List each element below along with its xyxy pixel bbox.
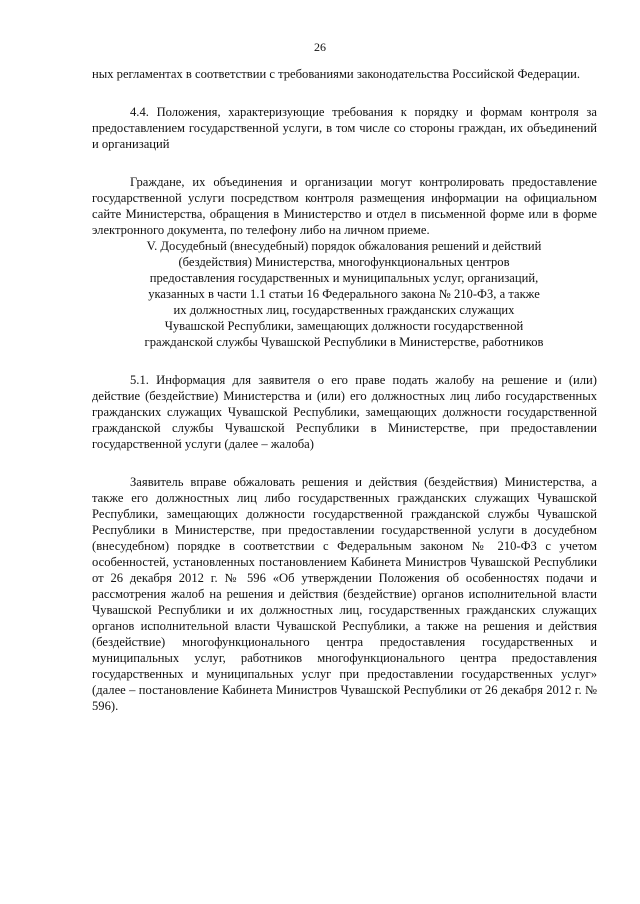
paragraph-citizen-control: Граждане, их объединения и организации могут контролировать предоставление государственной услуги посредством контроля размещения информации на официальном сайте Министерства, обращения в Министерство и отдел в письменной форме или в форме электронного документа, по телефону либо на личном приеме.	[92, 175, 597, 237]
section-v-heading: V. Досудебный (внесудебный) порядок обжалования решений и действий (бездействия) Министерства, многофункциональных центров предоставления государственных и муниципальных услуг, организаций, указанных в части 1.1 статьи 16 Федерального закона № 210-ФЗ, а также их должностных лиц, государственных гражданских служащих Чувашской Республики, замещающих должности государственной гражданской службы Чувашской Республики в Министерстве, работников	[144, 239, 544, 349]
document-body	[92, 66, 597, 714]
section-4-4-title: 4.4. Положения, характеризующие требования к порядку и формам контроля за предоставлением государственной услуги, в том числе со стороны граждан, их объединений и организаций	[92, 105, 597, 151]
page-number: 26	[314, 40, 326, 54]
paragraph-continuation: ных регламентах в соответствии с требованиями законодательства Российской Федерации.	[92, 67, 581, 81]
section-5-1-title: 5.1. Информация для заявителя о его праве подать жалобу на решение и (или) действие (бездействие) Министерства и (или) его должностных лиц либо государственных гражданских служащих Чувашской Республики, замещающих должности государственной гражданской службы Чувашской Республики в Министерстве, при предоставлении государственной услуги (далее – жалоба)	[92, 373, 597, 451]
paragraph-appeal-right: Заявитель вправе обжаловать решения и действия (бездействия) Министерства, а также его должностных лиц либо государственных гражданских служащих Чувашской Республики, замещающих должности государственной гражданской службы Чувашской Республики в Министерстве, при предоставлении государственной услуги в досудебном (внесудебном) порядке в соответствии с Федеральным законом № 210-ФЗ с учетом особенностей, установленных постановлением Кабинета Министров Чувашской Республики от 26 декабря 2012 г. № 596 «Об утверждении Положения об особенностях подачи и рассмотрения жалоб на решения и действия (бездействие) органов исполнительной власти Чувашской Республики и их должностных лиц, государственных гражданских служащих органов исполнительной власти Чувашской Республики, а также на решения и действия (бездействие) многофункционального центра предоставления государственных и муниципальных услуг, работников многофункционального центра предоставления государственных и муниципальных услуг при предоставлении государственных услуг» (далее – постановление Кабинета Министров Чувашской Республики от 26 декабря 2012 г. № 596).	[92, 475, 597, 713]
